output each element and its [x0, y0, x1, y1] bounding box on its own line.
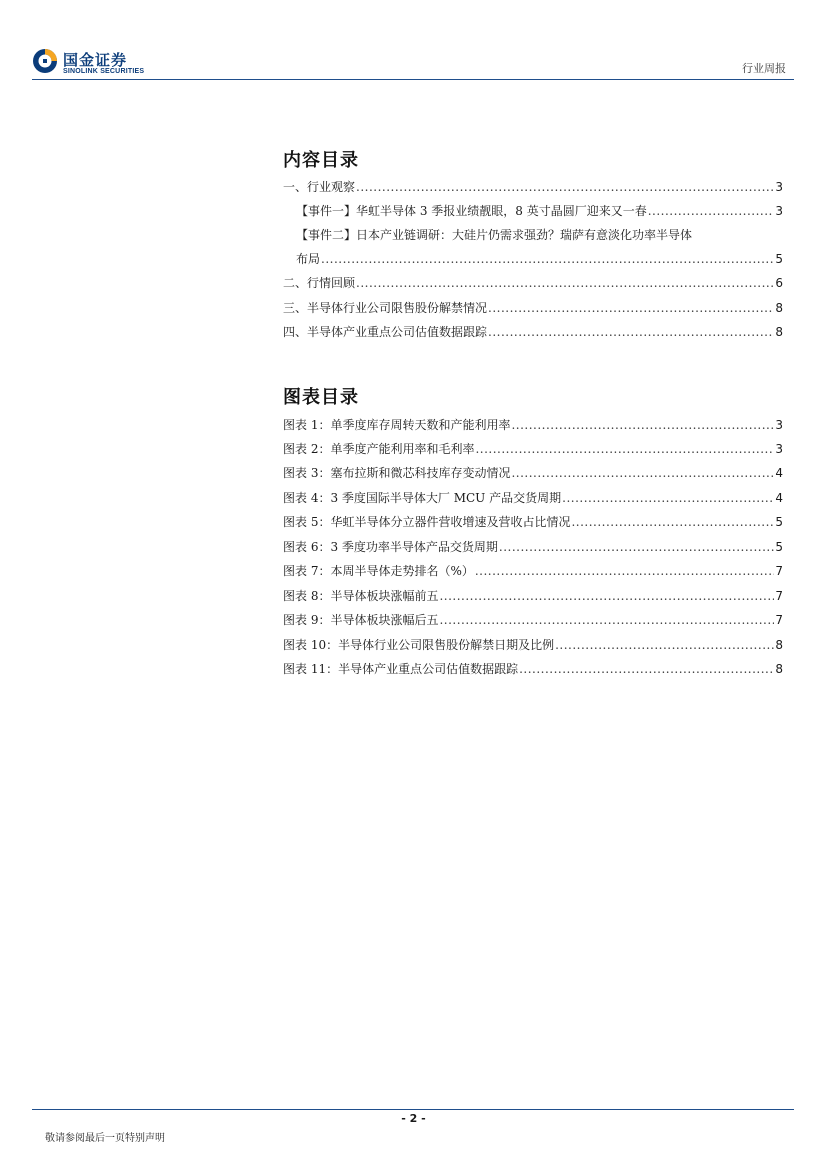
- figure-entry-text: 图表 8：半导体板块涨幅前五: [283, 589, 439, 603]
- figure-entry[interactable]: [283, 561, 783, 581]
- toc-entry[interactable]: [296, 201, 783, 221]
- toc-entry-text: 【事件一】华虹半导体 3 季报业绩靓眼，8 英寸晶圆厂迎来又一春: [296, 204, 647, 218]
- toc-entry[interactable]: [283, 322, 783, 342]
- figure-entry[interactable]: [283, 635, 783, 655]
- company-logo: [32, 46, 162, 80]
- header-divider: [32, 79, 794, 80]
- toc-entry-text: 一、行业观察: [283, 180, 356, 194]
- leader-dots: [499, 537, 774, 557]
- figure-entry-page: 3: [775, 442, 783, 456]
- toc-entry-page: 3: [775, 204, 783, 218]
- toc-entry[interactable]: [296, 225, 783, 245]
- toc-entry[interactable]: [283, 298, 783, 318]
- leader-dots: [519, 659, 774, 679]
- figure-entry-page: 5: [775, 515, 783, 529]
- leader-dots: [571, 512, 774, 532]
- toc-entry-page: 8: [775, 301, 783, 315]
- leader-dots: [356, 273, 774, 293]
- footer-divider: [32, 1109, 794, 1110]
- figure-entry[interactable]: [283, 439, 783, 459]
- figure-entry[interactable]: [283, 586, 783, 606]
- figure-entry[interactable]: [283, 488, 783, 508]
- figure-entry-text: 图表 11：半导体产业重点公司估值数据跟踪: [283, 662, 519, 676]
- leader-dots: [488, 322, 774, 342]
- toc-entry-continuation[interactable]: [296, 249, 783, 269]
- figure-entry-page: 8: [775, 662, 783, 676]
- figure-entry[interactable]: [283, 537, 783, 557]
- figures-title: 图表目录: [283, 387, 359, 408]
- contents-title: 内容目录: [283, 150, 359, 171]
- toc-entry-text: 【事件二】日本产业链调研：大硅片仍需求强劲？瑞萨有意淡化功率半导体: [296, 228, 693, 242]
- toc-entry-page: 8: [775, 325, 783, 339]
- report-type-label: 行业周报: [742, 62, 786, 75]
- figure-entry-text: 图表 4：3 季度国际半导体大厂 MCU 产品交货周期: [283, 491, 562, 505]
- figure-entry-page: 3: [775, 418, 783, 432]
- leader-dots: [562, 488, 774, 508]
- toc-entry[interactable]: [283, 273, 783, 293]
- figure-entry-text: 图表 9：半导体板块涨幅后五: [283, 613, 439, 627]
- figure-entry-page: 4: [775, 466, 783, 480]
- leader-dots: [356, 177, 774, 197]
- toc-entry-text: 四、半导体产业重点公司估值数据跟踪: [283, 325, 488, 339]
- figure-entry[interactable]: [283, 415, 783, 435]
- leader-dots: [555, 635, 774, 655]
- figure-entry-text: 图表 2：单季度产能利用率和毛利率: [283, 442, 475, 456]
- figure-entry-page: 8: [775, 638, 783, 652]
- figure-entry-page: 5: [775, 540, 783, 554]
- toc-entry-page: 5: [775, 252, 783, 266]
- leader-dots: [488, 298, 774, 318]
- toc-entry-text: 布局: [296, 252, 321, 266]
- figure-entry-page: 4: [775, 491, 783, 505]
- figure-entry-text: 图表 6：3 季度功率半导体产品交货周期: [283, 540, 498, 554]
- figure-entry-page: 7: [775, 564, 783, 578]
- figure-entry-page: 7: [775, 613, 783, 627]
- figure-entry-text: 图表 5：华虹半导体分立器件营收增速及营收占比情况: [283, 515, 571, 529]
- figure-entry[interactable]: [283, 659, 783, 679]
- toc-entry-text: 三、半导体行业公司限售股份解禁情况: [283, 301, 488, 315]
- sinolink-logo-icon: [32, 48, 58, 74]
- logo-english-name: SINOLINK SECURITIES: [63, 68, 145, 75]
- leader-dots: [321, 249, 774, 269]
- leader-dots: [648, 201, 775, 221]
- leader-dots: [439, 586, 774, 606]
- disclaimer-text: 敬请参阅最后一页特别声明: [45, 1133, 165, 1144]
- figure-entry-page: 7: [775, 589, 783, 603]
- figure-entry-text: 图表 10：半导体行业公司限售股份解禁日期及比例: [283, 638, 555, 652]
- figure-entry-text: 图表 3：塞布拉斯和微芯科技库存变动情况: [283, 466, 511, 480]
- leader-dots: [511, 415, 774, 435]
- toc-entry-text: 二、行情回顾: [283, 276, 356, 290]
- leader-dots: [475, 561, 775, 581]
- page-number: - 2 -: [401, 1112, 426, 1125]
- leader-dots: [439, 610, 774, 630]
- leader-dots: [511, 463, 774, 483]
- page-header: [32, 44, 794, 80]
- figure-entry[interactable]: [283, 610, 783, 630]
- figure-entry[interactable]: [283, 512, 783, 532]
- logo-chinese-name: 国金证券: [63, 51, 128, 69]
- leader-dots: [475, 439, 774, 459]
- toc-entry-page: 3: [775, 180, 783, 194]
- toc-entry-page: 6: [775, 276, 783, 290]
- figure-entry-text: 图表 7：本周半导体走势排名（%）: [283, 564, 474, 578]
- figure-entry[interactable]: [283, 463, 783, 483]
- figure-entry-text: 图表 1：单季度库存周转天数和产能利用率: [283, 418, 511, 432]
- toc-entry[interactable]: [283, 177, 783, 197]
